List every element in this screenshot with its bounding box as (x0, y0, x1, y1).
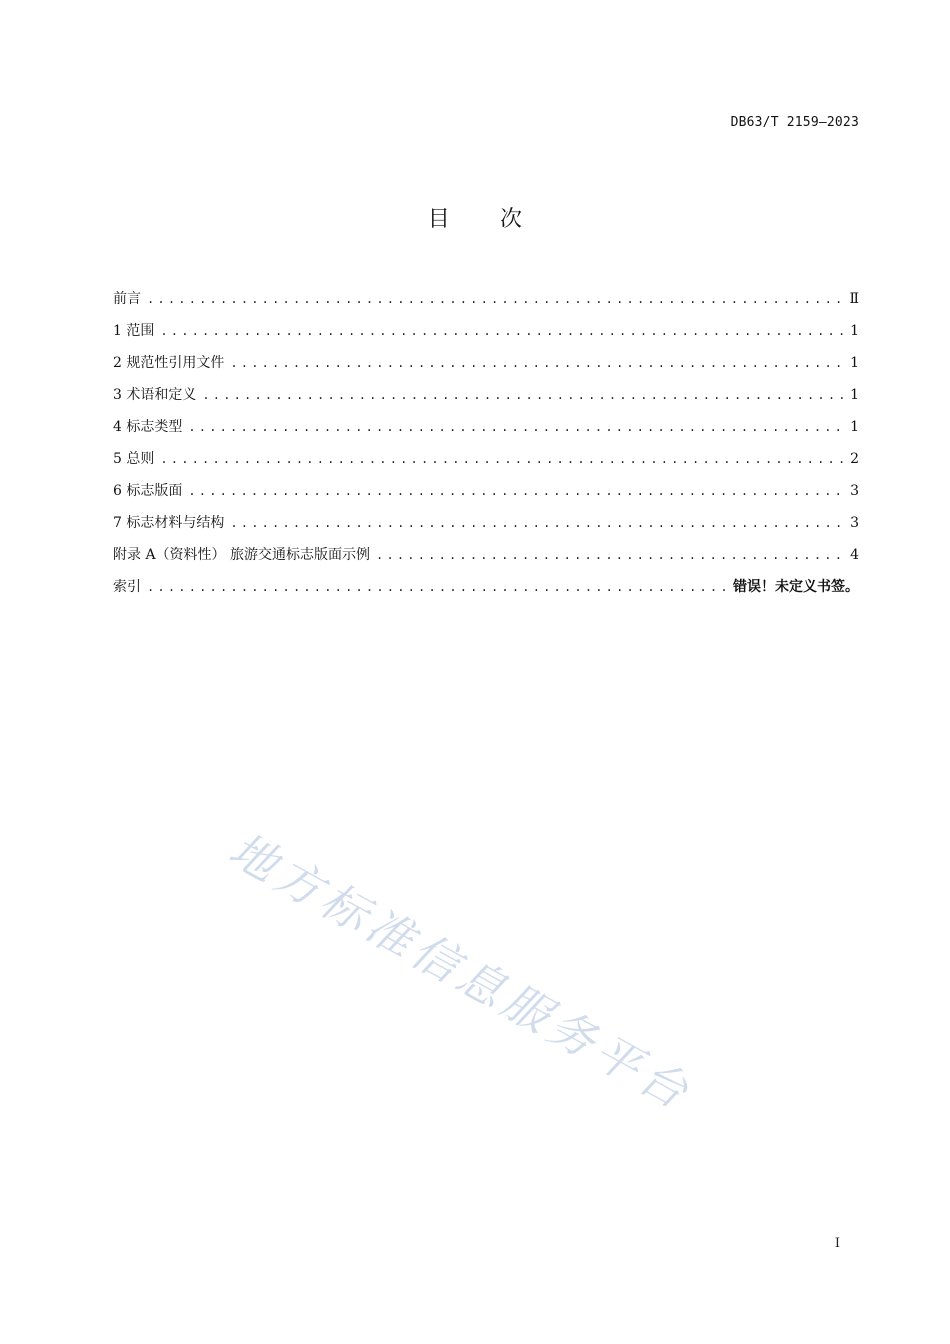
toc-item-appendix-a[interactable] (113, 542, 859, 574)
toc-item-page-error: 错误！未定义书签。 (733, 579, 859, 595)
toc-item-page: 1 (850, 323, 859, 339)
toc-item-page: 3 (850, 483, 859, 499)
title-char-1: 目 (427, 207, 450, 232)
toc-item-label: 5 总则 (113, 451, 155, 467)
page-number: I (834, 1236, 840, 1251)
dot-leader (160, 446, 844, 472)
toc-item-page: 4 (850, 547, 859, 563)
dot-leader (230, 350, 844, 376)
dot-leader (188, 414, 844, 440)
toc-item-page: 1 (850, 355, 859, 371)
toc-item-label: 2 规范性引用文件 (113, 355, 225, 371)
toc-item-page: 1 (850, 387, 859, 403)
toc-item-normative-references[interactable] (113, 350, 859, 382)
dot-leader (147, 574, 727, 600)
toc-item-sign-layout[interactable] (113, 478, 859, 510)
dot-leader (147, 286, 843, 312)
dot-leader (230, 510, 844, 536)
toc-item-page: 1 (850, 419, 859, 435)
dot-leader (160, 318, 844, 344)
page-title (0, 202, 950, 233)
toc-item-scope[interactable] (113, 318, 859, 350)
toc-item-general[interactable] (113, 446, 859, 478)
toc-item-page: Ⅱ (849, 291, 859, 307)
dot-leader (376, 542, 844, 568)
toc-item-materials-structure[interactable] (113, 510, 859, 542)
toc-item-foreword[interactable] (113, 286, 859, 318)
document-code: DB63/T 2159—2023 (730, 115, 859, 130)
table-of-contents (113, 286, 859, 606)
toc-item-label: 3 术语和定义 (113, 387, 197, 403)
watermark: 地方标准信息服务平台 (220, 822, 702, 1122)
toc-item-label: 前言 (113, 291, 141, 307)
title-char-2: 次 (500, 207, 523, 232)
toc-item-label: 索引 (113, 579, 141, 595)
toc-item-label: 6 标志版面 (113, 483, 183, 499)
toc-item-label: 4 标志类型 (113, 419, 183, 435)
toc-item-label: 1 范围 (113, 323, 155, 339)
toc-item-sign-types[interactable] (113, 414, 859, 446)
dot-leader (202, 382, 844, 408)
toc-item-terms-definitions[interactable] (113, 382, 859, 414)
toc-item-label: 7 标志材料与结构 (113, 515, 225, 531)
toc-item-page: 3 (850, 515, 859, 531)
toc-item-label: 附录 A（资料性） 旅游交通标志版面示例 (113, 547, 371, 563)
dot-leader (188, 478, 844, 504)
toc-item-index[interactable] (113, 574, 859, 606)
toc-item-page: 2 (850, 451, 859, 467)
